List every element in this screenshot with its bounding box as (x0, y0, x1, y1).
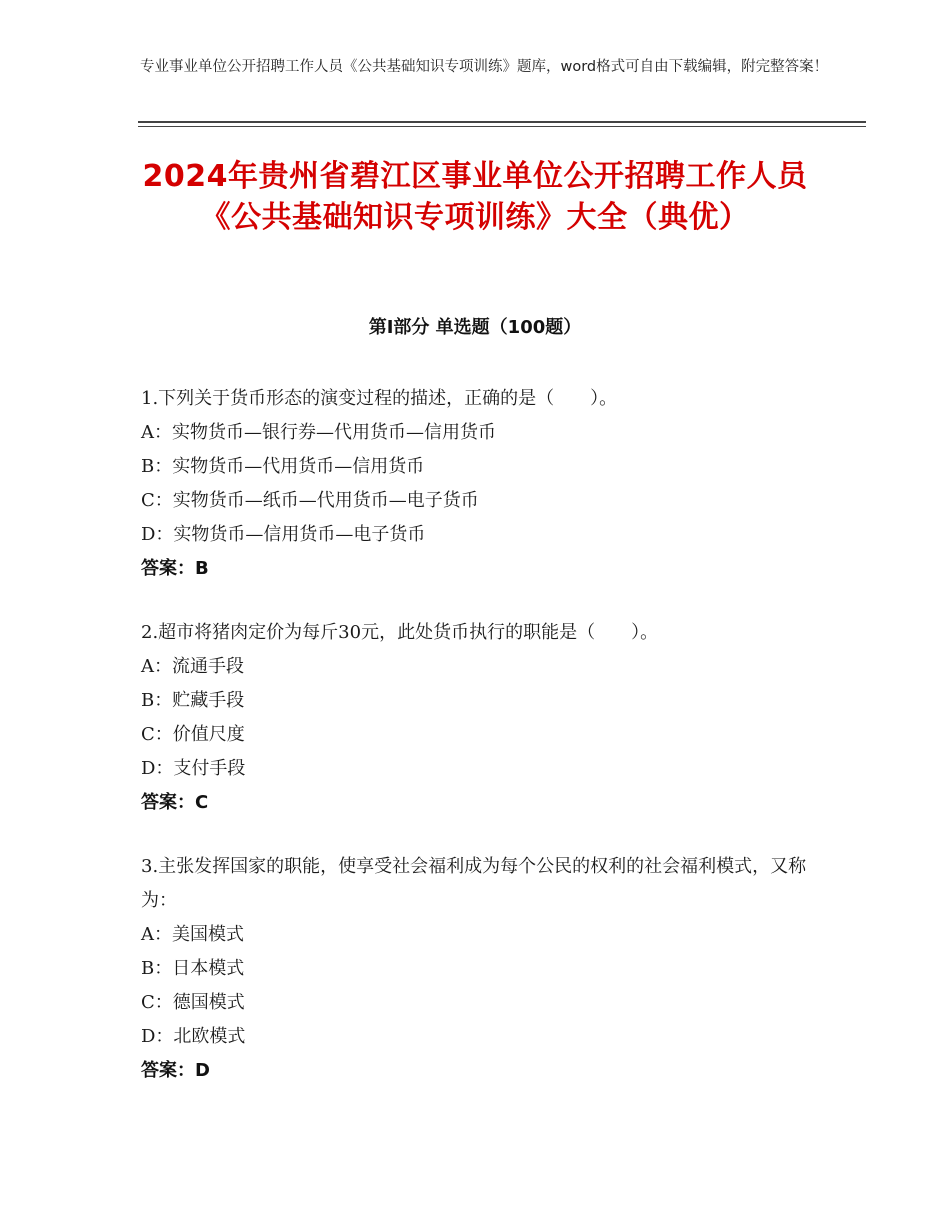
question-stem: 3.主张发挥国家的职能，使享受社会福利成为每个公民的权利的社会福利模式，又称为： (141, 856, 807, 911)
question-2 (141, 616, 821, 820)
option-c: C：价值尺度 (141, 724, 245, 745)
option-b: B：日本模式 (141, 958, 245, 979)
question-3 (141, 850, 821, 1088)
option-b: B：贮藏手段 (141, 690, 245, 711)
question-list (141, 382, 821, 1118)
section-title: 第Ⅰ部分 单选题（100题） (368, 317, 582, 338)
question-stem: 1.下列关于货币形态的演变过程的描述，正确的是（ ）。 (141, 388, 618, 409)
header-divider (138, 121, 866, 123)
answer: 答案：D (141, 1060, 210, 1081)
header-note: 专业事业单位公开招聘工作人员《公共基础知识专项训练》题库，word格式可自由下载编辑，附完整答案！ (140, 59, 829, 75)
option-c: C：实物货币—纸币—代用货币—电子货币 (141, 490, 479, 511)
option-d: D：实物货币—信用货币—电子货币 (141, 524, 426, 545)
document-title: 2024年贵州省碧江区事业单位公开招聘工作人员《公共基础知识专项训练》大全（典优） (142, 159, 808, 235)
answer: 答案：C (141, 792, 209, 813)
answer: 答案：B (141, 558, 209, 579)
question-1 (141, 382, 821, 586)
question-stem: 2.超市将猪肉定价为每斤30元，此处货币执行的职能是（ ）。 (141, 622, 659, 643)
option-a: A：实物货币—银行券—代用货币—信用货币 (141, 422, 496, 443)
option-b: B：实物货币—代用货币—信用货币 (141, 456, 425, 477)
option-c: C：德国模式 (141, 992, 245, 1013)
option-d: D：北欧模式 (141, 1026, 246, 1047)
option-d: D：支付手段 (141, 758, 246, 779)
option-a: A：流通手段 (141, 656, 244, 677)
header-divider-thin (138, 126, 866, 127)
option-a: A：美国模式 (141, 924, 244, 945)
